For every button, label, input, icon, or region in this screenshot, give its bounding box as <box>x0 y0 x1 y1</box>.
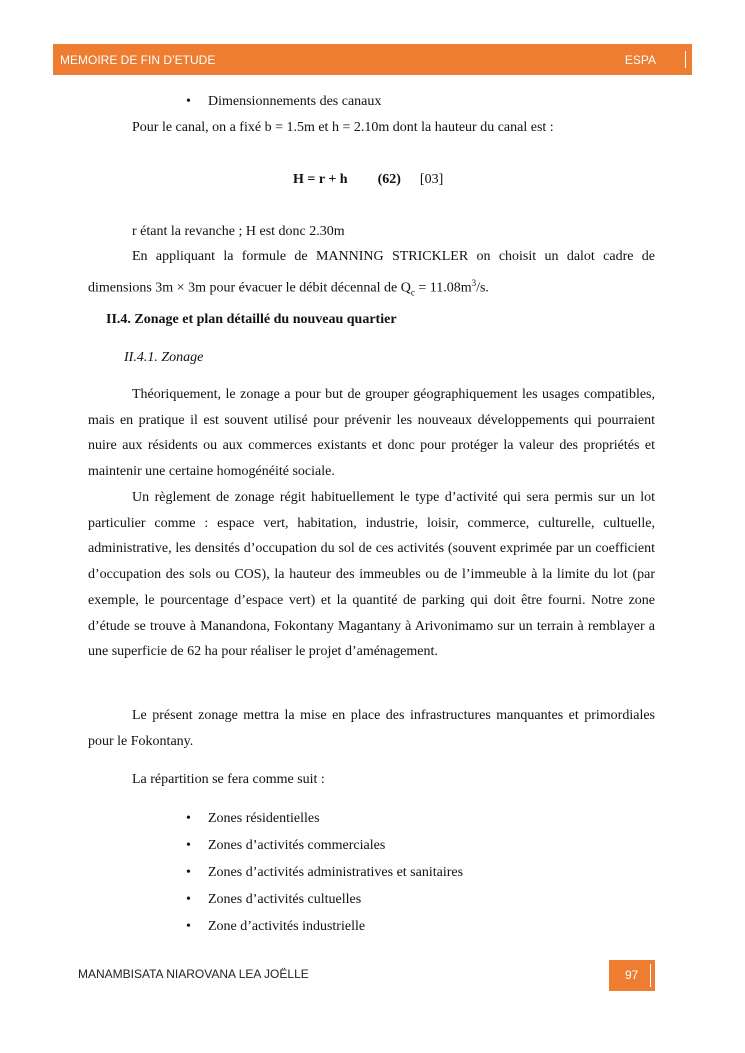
list-item-text: Zone d’activités industrielle <box>208 919 366 934</box>
paragraph-present: Le présent zonage mettra la mise en place des infrastructures manquantes et primordiales pour le Fokontany. <box>88 708 655 749</box>
paragraph-canal: Pour le canal, on a fixé b = 1.5m et h = 2.10m dont la hauteur du canal est : <box>132 120 554 135</box>
list-item <box>186 891 361 909</box>
paragraph-reglement: Un règlement de zonage régit habituellement le type d’activité qui sera permis sur un lot particulier comme : espace vert, habitation, industrie, loisir, commerce, culturelle, cultuelle, administrative, les densités d’occupation du sol de ces activités (souvent exprimée par un coefficient d’occupation des sols ou COS), la hauteur des immeubles ou de l’immeuble à la limite du lot (par exemple, le pourcentage d’espace vert) et la quantité de parking qui doit être fourni. Notre zone d’étude se trouve à Manandona, Fokontany Magantany à Arivonimamo sur un terrain à remblayer a une superficie de 62 ha pour réaliser le projet d’aménagement. <box>88 490 655 660</box>
bullet-text: Dimensionnements des canaux <box>208 94 382 109</box>
equation-reference: [03] <box>419 172 444 187</box>
bullet-icon: • <box>186 811 191 826</box>
bullet-icon: • <box>186 892 191 907</box>
bullet-item-canaux <box>186 93 381 111</box>
paragraph-repartition: La répartition se fera comme suit : <box>132 772 325 787</box>
header-title: MEMOIRE DE FIN D’ETUDE <box>60 53 216 67</box>
list-item-text: Zones d’activités administratives et sanitaires <box>208 865 464 880</box>
section-heading: II.4. Zonage et plan détaillé du nouveau quartier <box>106 312 397 327</box>
list-item <box>186 837 385 855</box>
page-header <box>53 44 692 75</box>
list-item <box>186 810 320 828</box>
manning-value: = 11.08m <box>414 280 472 296</box>
header-institution: ESPA <box>624 53 656 67</box>
page-number-divider <box>650 964 651 987</box>
equation-formula: H = r + h <box>293 172 348 187</box>
list-item <box>186 918 365 936</box>
page-number: 97 <box>625 968 639 982</box>
equation <box>293 171 443 189</box>
paragraph-manning-line1: En appliquant la formule de MANNING STRICKLER on choisit un dalot cadre de <box>132 249 655 264</box>
header-divider <box>685 51 686 68</box>
bullet-icon: • <box>186 919 191 934</box>
list-item-text: Zones d’activités cultuelles <box>208 892 362 907</box>
list-item <box>186 864 463 882</box>
list-item-text: Zones résidentielles <box>208 811 320 826</box>
manning-subscript: c <box>410 287 415 298</box>
list-item-text: Zones d’activités commerciales <box>208 838 386 853</box>
bullet-icon: • <box>186 865 191 880</box>
page-number-box <box>609 960 655 991</box>
subsection-heading: II.4.1. Zonage <box>124 350 204 365</box>
paragraph-revanche: r étant la revanche ; H est donc 2.30m <box>132 224 345 239</box>
bullet-icon: • <box>186 94 191 109</box>
bullet-icon: • <box>186 838 191 853</box>
manning-unit: /s. <box>476 280 489 296</box>
manning-text: dimensions 3m × 3m pour évacuer le débit décennal de Q <box>88 280 411 296</box>
paragraph-manning-line2 <box>88 274 489 301</box>
footer-author: MANAMBISATA NIAROVANA LEA JOËLLE <box>78 967 309 981</box>
paragraph-theorie: Théoriquement, le zonage a pour but de grouper géographiquement les usages compatibles, mais en pratique il est souvent utilisé pour prévenir les nouveaux développements qui pourraient nuire aux résidents ou aux commerces existants et donc pour protéger la valeur des propriétés et maintenir une certaine homogénéité sociale. <box>88 387 655 480</box>
equation-number: (62) <box>377 172 401 187</box>
manning-superscript: 3 <box>471 278 477 288</box>
